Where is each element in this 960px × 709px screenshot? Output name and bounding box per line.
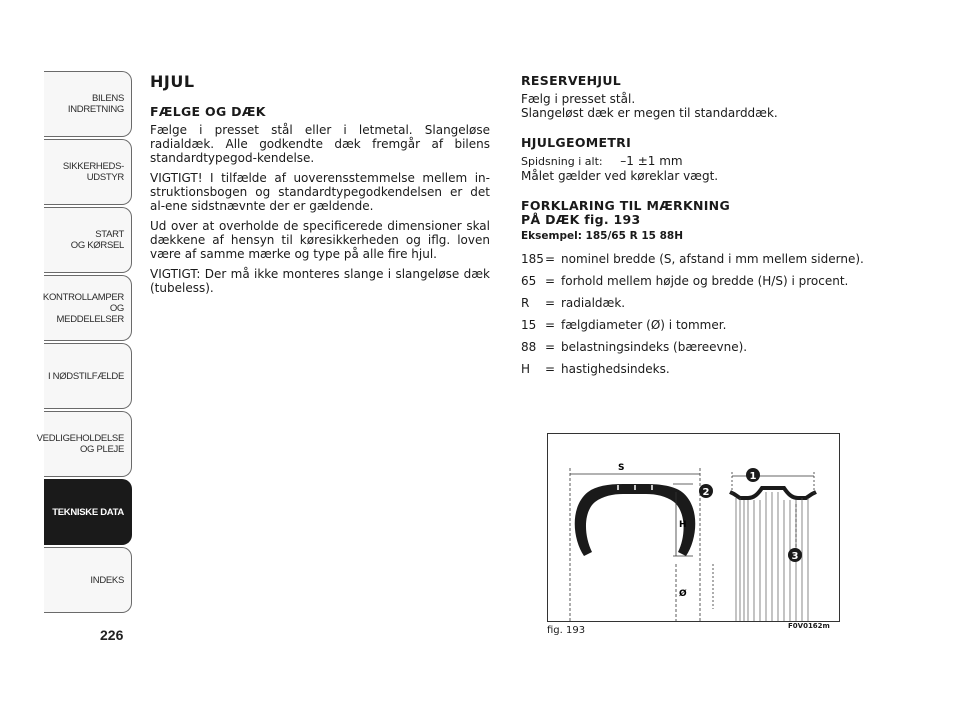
paragraph: Ud over at overholde de specificerede dimensioner skal dækkene af hensyn til køresikkerheden og iflg. loven være af samme mærke og type på alle fire hjul. [150,219,490,261]
tab-start-og-korsel[interactable]: START OG KØRSEL [44,207,132,273]
item-text: belastningsindeks (bæreevne). [561,340,748,354]
geometry-note: Målet gælder ved køreklar vægt. [521,169,719,183]
tab-indeks[interactable]: INDEKS [44,547,132,613]
callout-2 [699,484,713,498]
item-text: nominel bredde (S, afstand i mm mellem siderne). [561,252,864,266]
spare-line: Fælg i presset stål. [521,92,636,106]
equals-sign: = [545,318,556,332]
rim-profile [730,472,816,621]
equals-sign: = [545,274,556,288]
s-label: S [618,463,625,473]
tyre-outline [575,484,696,556]
paragraph: VIGTIGT: Der må ikke monteres slange i slangeløse dæk (tubeless). [150,267,490,295]
list-item [521,248,871,270]
list-item [521,292,871,314]
tab-sikkerhedsudstyr[interactable]: SIKKERHEDS- UDSTYR [44,139,132,205]
item-text: radialdæk. [561,296,626,310]
spare-line: Slangeløst dæk er megen til standarddæk. [521,106,778,120]
tab-bilens-indretning[interactable]: BILENS INDRETNING [44,71,132,137]
list-item [521,314,871,336]
callout-1 [746,468,760,482]
toe-label: Spidsning i alt: [521,155,603,168]
item-text: fælgdiameter (Ø) i tommer. [561,318,727,332]
item-code: R [521,296,530,310]
equals-sign: = [545,362,556,376]
tab-tekniske-data[interactable]: TEKNISKE DATA [44,479,132,545]
marking-section [521,199,871,380]
page-title: HJUL [150,72,195,91]
callout-3-text: 3 [791,551,799,562]
geometry-section [521,136,871,183]
spare-wheel-section [521,74,871,120]
spare-wheel-heading: RESERVEHJUL [521,73,622,88]
item-code: 88 [521,340,537,354]
list-item [521,358,871,380]
wheels-section [150,72,490,301]
marking-list [521,248,871,380]
figure-code: F0V0162m [788,622,830,630]
diameter-label: Ø [679,589,687,599]
toe-value: –1 ±1 mm [620,154,683,168]
list-item [521,270,871,292]
paragraph: VIGTIGT! I tilfælde af uoverensstemmelse mellem in-struktionsbogen og standardtypegodkendelsen er det al-ene sidstnævnte der er gældende. [150,171,490,213]
item-code: H [521,362,531,376]
page-number: 226 [100,627,124,643]
tyre-figure [547,433,840,622]
equals-sign: = [545,252,556,266]
marking-heading [521,199,871,227]
marking-example: Eksempel: 185/65 R 15 88H [521,230,683,242]
tab-nodstilfaelde[interactable]: I NØDSTILFÆLDE [44,343,132,409]
right-column [521,74,871,396]
callout-3 [788,548,802,562]
tab-kontrollamper[interactable]: KONTROLLAMPER OG MEDDELELSER [44,275,132,341]
tyre-diagram [548,434,839,621]
toe-row [521,154,871,169]
figure-caption: fig. 193 [547,625,586,636]
equals-sign: = [545,340,556,354]
geometry-heading: HJULGEOMETRI [521,135,632,150]
item-code: 65 [521,274,537,288]
paragraph: Fælge i presset stål eller i letmetal. Slangeløse radialdæk. Alle godkendte dæk fremgår af bilens standardtypegod-kendelse. [150,123,490,165]
callout-2-text: 2 [702,487,710,498]
h-label: H [679,520,687,530]
item-code: 185 [521,252,544,266]
item-text: forhold mellem højde og bredde (H/S) i procent. [561,274,849,288]
tab-vedligeholdelse[interactable]: VEDLIGEHOLDELSE OG PLEJE [44,411,132,477]
marking-heading-line1: FORKLARING TIL MÆRKNING [521,198,731,213]
equals-sign: = [545,296,556,310]
list-item [521,336,871,358]
rims-tyres-heading: FÆLGE OG DÆK [150,104,266,119]
item-text: hastighedsindeks. [561,362,670,376]
callout-1-text: 1 [749,471,757,482]
marking-heading-line2: PÅ DÆK fig. 193 [521,212,641,227]
item-code: 15 [521,318,537,332]
